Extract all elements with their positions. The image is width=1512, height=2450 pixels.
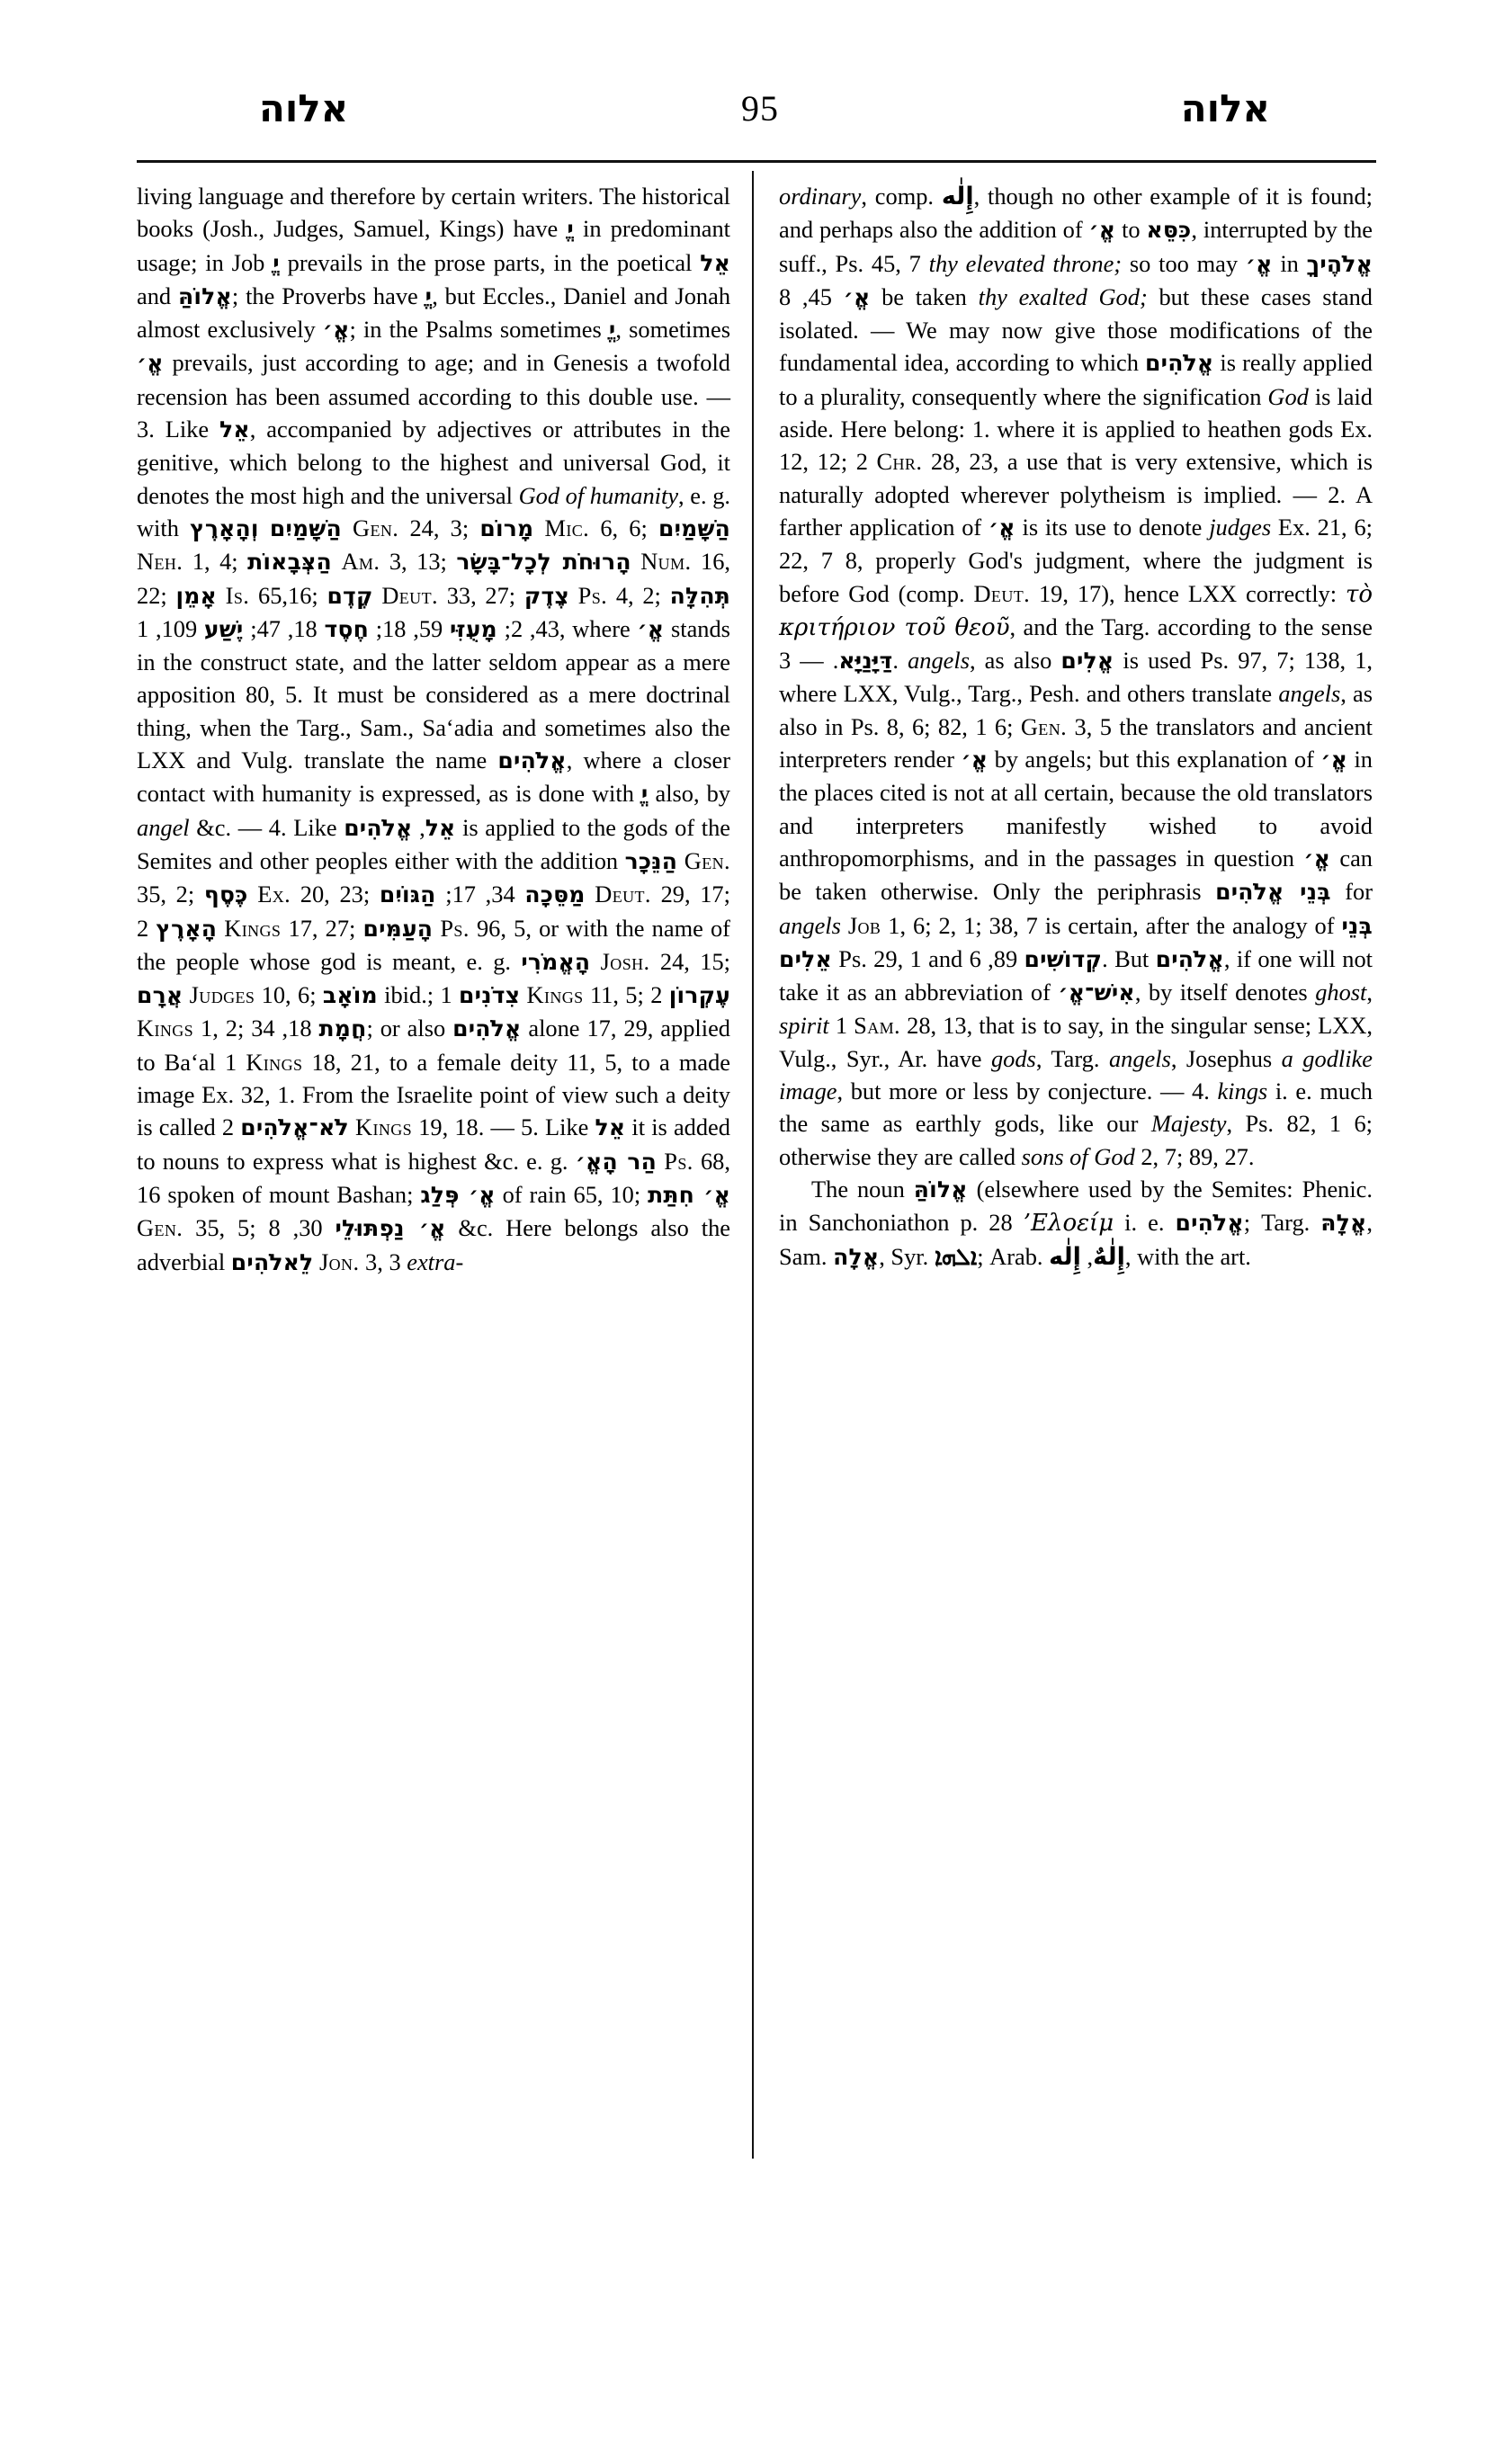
hebrew-term: אָמֵן	[175, 582, 217, 609]
hebrew-term: מוֹאָב	[322, 982, 378, 1009]
body-text: ; Targ.	[1243, 1209, 1321, 1237]
italic-gloss: angels	[908, 647, 970, 675]
bible-book-abbrev: Job	[847, 911, 881, 939]
hebrew-term: אֱלוֹהַּ	[913, 1176, 968, 1203]
hebrew-term: תְּהִלָּה	[669, 582, 730, 609]
italic-gloss: thy elevated throne;	[928, 249, 1123, 277]
hebrew-term: הָעַמִּים	[362, 915, 434, 942]
body-text	[259, 514, 270, 541]
hebrew-term: מַסֵּכָה	[524, 881, 586, 908]
paragraph	[137, 180, 730, 1279]
running-head-left-headword: אלוה	[259, 86, 349, 130]
body-text: , sometimes	[615, 316, 730, 344]
body-text: 1	[440, 981, 527, 1009]
body-text: 35, 5;	[183, 1214, 269, 1242]
body-text: ; Arab.	[977, 1242, 1050, 1270]
hebrew-term: כִּסֵּא	[1146, 217, 1192, 244]
body-text: so too may	[1122, 249, 1246, 277]
body-text: 33, 27;	[437, 581, 524, 609]
bible-book-abbrev: Jon.	[318, 1247, 360, 1275]
body-text: 43, 2;	[497, 614, 559, 642]
body-text: . — 3.	[779, 647, 908, 675]
body-text: , though no other example of it is found; and perhaps also the addition of	[779, 183, 1373, 244]
body-text: , and the Targ. according to the sense	[1009, 612, 1373, 640]
italic-gloss: God	[1267, 382, 1309, 410]
body-text: to	[1115, 216, 1147, 244]
bible-book-abbrev: Kings	[526, 981, 584, 1009]
body-text: in	[1272, 249, 1307, 277]
body-text	[533, 514, 544, 541]
hebrew-term: אֱ׳	[843, 283, 871, 310]
body-text	[313, 1248, 319, 1275]
body-text: 96, 5, or with the name of the people whose god is meant, e. g.	[137, 914, 730, 975]
body-text	[586, 881, 595, 908]
body-text: &c. — 4. Like	[189, 813, 344, 841]
hebrew-term: בְּנֵי אֵלִים	[779, 912, 1373, 972]
bible-book-abbrev: Gen.	[137, 1214, 183, 1242]
hebrew-term: יֱ	[425, 282, 433, 309]
running-head	[135, 86, 1385, 149]
body-text	[332, 548, 342, 575]
body-text: alone 17, 29, applied to Ba‘al 1	[137, 1015, 730, 1076]
body-text: 18, 21, to a female deity 11, 5, to a made image Ex. 32, 1. From the Israelite point of view such a deity is called	[137, 1048, 730, 1141]
hebrew-term: הַר הָאֱ׳	[575, 1148, 657, 1175]
hebrew-term: אֱלוֹהַּ	[178, 282, 232, 309]
bible-book-abbrev: Kings	[246, 1048, 303, 1076]
bible-book-abbrev: Kings	[137, 1015, 194, 1042]
body-text: , by itself denotes	[1134, 979, 1316, 1006]
italic-gloss: sons of God	[1021, 1142, 1135, 1170]
hebrew-term: אֱ׳	[1088, 217, 1116, 244]
body-text: ibid.;	[377, 981, 441, 1009]
hebrew-term: אֱלֹהִים	[452, 1015, 522, 1042]
bible-book-abbrev: Kings	[355, 1113, 413, 1141]
hebrew-term: חֲמָת	[318, 1015, 367, 1042]
body-text: 1, 6; 2, 1; 38, 7 is certain, after the analogy of	[881, 911, 1342, 939]
body-text: 17, 27;	[281, 914, 363, 942]
body-text: ,	[1366, 979, 1373, 1006]
body-text: by angels; but this explanation of	[988, 746, 1321, 773]
greek-term: ’Ελοείμ	[1023, 1210, 1114, 1238]
body-text: i. e.	[1114, 1209, 1176, 1237]
hebrew-term: אִישׁ־אֱ׳	[1058, 979, 1135, 1006]
body-text: Ex. 21, 6; 22, 7 8, properly God's judgment, where the judgment is before God (comp.	[779, 513, 1373, 607]
hebrew-term: אֵל	[595, 1114, 626, 1141]
hebrew-term: אֱ׳	[322, 317, 350, 344]
hebrew-term: לֵאלֹהִים	[230, 1248, 314, 1275]
body-text: 16, 22;	[137, 548, 730, 609]
body-text: 24, 3;	[398, 514, 480, 541]
hebrew-term: אֱלֹהִים	[1155, 945, 1224, 972]
body-text: 28, 23, a use that is very extensive, which is naturally adopted wherever polytheism is implied. — 2. A farther application of	[779, 448, 1373, 541]
body-text: 19, 18. — 5. Like	[412, 1113, 595, 1141]
body-text: i. e. much the same as earthly gods, like our	[779, 1077, 1373, 1138]
body-text: of rain 65, 10;	[495, 1180, 649, 1208]
body-text: is applied to the gods of the Semites and other peoples either with the addition	[137, 813, 730, 874]
body-text: 18, 34; or also	[251, 1015, 453, 1042]
body-text: ; in the Psalms sometimes	[349, 316, 609, 344]
body-text: 3, 5 the translators and ancient interpreters render	[779, 712, 1373, 773]
hebrew-term: אֱ׳	[1245, 250, 1273, 277]
hebrew-term: לֹא־אֱלֹהִים	[240, 1114, 349, 1141]
syriac-term: ܐܠܗܐ	[934, 1243, 978, 1271]
bible-book-abbrev: Ps.	[440, 914, 470, 942]
body-text	[657, 1148, 664, 1175]
hebrew-term: הָרוּחֹת לְכָל־בָּשָׂר	[456, 549, 631, 576]
body-text	[590, 948, 600, 975]
body-text: 3, 3	[359, 1247, 407, 1275]
italic-gloss: kings	[1217, 1077, 1268, 1105]
hebrew-term: יֱ	[640, 781, 649, 808]
body-text: , Targ.	[1035, 1044, 1109, 1072]
hebrew-term: חֶסֶד	[324, 615, 369, 642]
hebrew-term: צֶדֶק	[523, 582, 569, 609]
body-text: 11, 5;	[583, 981, 651, 1009]
italic-gloss: judges	[1209, 513, 1272, 541]
body-text: prevails in the prose parts, in the poetical	[279, 248, 701, 276]
body-text	[183, 981, 189, 1008]
hebrew-term: אֱ׳ פְּלַג	[420, 1181, 496, 1208]
hebrew-term: יֱ	[608, 317, 616, 344]
hebrew-term: אֱלֹהֶיךָ	[1306, 250, 1373, 277]
hebrew-term: קֶדֶם	[327, 582, 373, 609]
body-text: is really applied to a plurality, consequently where the signification	[779, 349, 1373, 410]
hebrew-term: כֶּסֶף	[203, 881, 248, 908]
body-text: 2	[221, 1113, 355, 1141]
body-text: 89, 6. But	[969, 944, 1156, 972]
hebrew-term: צִדֹנִים	[459, 982, 521, 1009]
hebrew-term: הַצְּבָאוֹת	[247, 549, 332, 576]
paragraph	[779, 1173, 1373, 1274]
greek-term: τὸ κριτήριον τοῦ θεοῦ	[779, 580, 1373, 641]
bible-book-abbrev: Am.	[341, 548, 380, 576]
italic-gloss: angel	[137, 813, 190, 841]
body-text: also, by	[648, 780, 730, 808]
bible-book-abbrev: Ex.	[257, 881, 291, 908]
body-text: in the places cited is not at all certain, because the old translators and interpreters manifestly wished to avoid anthropomorphisms, and in the passages in question	[779, 746, 1373, 872]
body-text: , but Eccles., Daniel and Jonah almost exclusively	[137, 282, 731, 344]
bible-book-abbrev: Deut.	[381, 581, 438, 609]
hebrew-term: אֱלֹהִים	[344, 814, 413, 841]
hebrew-term: אֵל	[700, 249, 730, 276]
hebrew-term: יֱ	[567, 216, 574, 243]
body-text: , interrupted by the suff., Ps. 45, 7	[779, 216, 1373, 277]
hebrew-term: אֱלָהּ	[1320, 1210, 1367, 1237]
bible-book-abbrev: Is.	[225, 581, 250, 609]
paragraph	[779, 180, 1373, 1173]
hebrew-term: אֱ׳	[637, 615, 665, 642]
italic-gloss: angels	[1278, 680, 1341, 708]
bible-book-abbrev: Sam.	[854, 1012, 901, 1040]
running-head-right-headword: אלוה	[1180, 86, 1270, 130]
hebrew-term: עֶקְרוֹן	[668, 982, 730, 1009]
bible-book-abbrev: Gen.	[1020, 712, 1068, 740]
body-text: , but more or less by conjecture. — 4.	[837, 1077, 1218, 1105]
body-text: 18, 47;	[243, 614, 325, 642]
hebrew-term: אֱלֹהִים	[1175, 1210, 1244, 1237]
hebrew-term: אֱ׳	[1303, 845, 1331, 872]
bible-book-abbrev: Gen.	[684, 846, 730, 874]
body-text	[677, 847, 684, 874]
italic-gloss: gods	[990, 1044, 1036, 1072]
italic-gloss: Majesty	[1150, 1110, 1227, 1138]
body-text: 6, 6;	[589, 514, 658, 541]
header-horizontal-rule	[137, 160, 1376, 163]
body-text: 109, 1, where	[137, 614, 638, 642]
body-text: 24, 15;	[649, 947, 730, 975]
body-text: 1, 4;	[183, 548, 248, 576]
body-text: 65,16;	[249, 581, 327, 609]
left-text-column	[137, 180, 730, 1279]
bible-book-abbrev: Ps.	[664, 1147, 693, 1175]
italic-gloss: angels	[1108, 1044, 1171, 1072]
italic-gloss: ordinary	[779, 183, 862, 210]
body-text: 4, 2;	[607, 581, 670, 609]
body-text: is its use to denote	[1015, 513, 1210, 541]
body-text: 34, 17;	[435, 881, 525, 908]
body-text: 68, 16 spoken of mount Bashan;	[137, 1147, 730, 1208]
body-text: 1, 2;	[193, 1015, 252, 1042]
body-text: , Syr.	[879, 1242, 935, 1270]
body-text: 10, 6;	[255, 981, 323, 1009]
body-text: 59, 18;	[368, 614, 450, 642]
hebrew-term: אֱ׳	[989, 514, 1015, 541]
body-text: 19, 17), hence LXX correctly:	[1030, 579, 1346, 607]
hebrew-term: אֱ׳ חִתַּת	[648, 1181, 731, 1208]
body-text: 2, 7; 89, 27.	[1134, 1142, 1255, 1170]
body-text: and	[137, 282, 178, 309]
body-text: , e. g. with	[137, 481, 730, 541]
bible-book-abbrev: Deut.	[973, 579, 1031, 607]
body-text: in predominant usage; in Job	[137, 215, 731, 276]
body-text: ,	[412, 813, 425, 841]
hebrew-term: אֱלָה	[833, 1243, 880, 1270]
hebrew-term: אֱלֹהִים	[1145, 350, 1214, 377]
hebrew-term: אֱ׳	[137, 350, 164, 377]
bible-book-abbrev: Judges	[189, 981, 255, 1009]
body-text	[631, 548, 641, 575]
bible-book-abbrev: Mic.	[544, 514, 590, 541]
hebrew-term: אֱ׳	[1320, 747, 1348, 773]
body-text: 30, 8 &c. Here belongs also the adverbial	[137, 1214, 731, 1275]
body-text: 29, 17;	[650, 881, 730, 908]
body-text: , comp.	[861, 183, 942, 210]
hebrew-term: אֲרָם	[137, 982, 183, 1009]
body-text: The noun	[811, 1175, 914, 1203]
body-text: 45, 8 be taken	[779, 282, 979, 310]
body-text	[248, 881, 258, 908]
hebrew-term: אֵל	[425, 814, 456, 841]
body-text: Ps. 29, 1 and	[831, 944, 970, 972]
bible-book-abbrev: Neh.	[137, 548, 183, 576]
body-text: (elsewhere used by the Semites: Phenic. in Sanchoniathon p. 28	[779, 1175, 1373, 1237]
body-text: , if one will not take it as an abbreviation of	[779, 944, 1373, 1006]
body-text: 1	[828, 1012, 854, 1040]
hebrew-term: מָעֻזִּי	[449, 615, 497, 642]
page-number: 95	[741, 88, 779, 129]
arabic-term: إِلٰه	[941, 183, 974, 210]
body-text: 28, 13, that is to say, in the singular sense; LXX, Vulg., Syr., Ar. have	[779, 1012, 1373, 1072]
arabic-term: إِلٰه	[1049, 1242, 1081, 1271]
body-text: ; the Proverbs have	[231, 282, 425, 309]
body-text: , where a closer contact with humanity is expressed, as is done with	[137, 747, 730, 808]
hebrew-term: קְדוֹשִׁים	[1024, 945, 1103, 972]
body-text	[373, 582, 382, 609]
hebrew-term: יֶשַׁע	[203, 615, 244, 642]
body-text	[342, 514, 353, 541]
hebrew-term: הַשָּׁמַיִם	[269, 514, 342, 541]
italic-gloss: a godlike image	[779, 1044, 1373, 1105]
hebrew-term: בְּנֵי אֱלֹהִים	[1215, 879, 1331, 906]
italic-gloss: ghost	[1315, 979, 1367, 1006]
body-text: , accompanied by adjectives or attributes in the genitive, which belong to the highest and universal God, it denotes the most high and the universal	[137, 416, 730, 509]
body-text: but these cases stand isolated. — We may now give those modifications of the fundamental idea, according to which	[779, 282, 1373, 377]
hebrew-term: דַּיָּנַיָּא	[838, 648, 893, 675]
body-text: 2	[650, 981, 669, 1009]
hebrew-term: הַגּוֹיִם	[379, 881, 436, 908]
hebrew-term: אֱ׳ נַפְתּוּלֵי	[335, 1215, 446, 1242]
bible-book-abbrev: Num.	[640, 548, 692, 576]
body-text: , Sam.	[779, 1209, 1373, 1270]
body-text: , Josephus	[1170, 1044, 1282, 1072]
body-text: for	[1330, 878, 1373, 906]
italic-gloss: extra-	[407, 1247, 464, 1275]
hebrew-term: אֱלִים	[1060, 648, 1114, 675]
body-text: is laid aside. Here belong: 1. where it is applied to heathen gods Ex. 12, 12; 2	[779, 382, 1373, 476]
arabic-term: إِلٰهٌ	[1093, 1242, 1125, 1271]
body-text: , Ps. 82, 1 6; otherwise they are called	[779, 1110, 1373, 1170]
italic-gloss: angels	[779, 911, 841, 939]
body-text	[841, 912, 848, 939]
hebrew-term: מָרוֹם	[479, 514, 534, 541]
bible-book-abbrev: Josh.	[600, 947, 650, 975]
bible-book-abbrev: Chr.	[876, 448, 923, 476]
body-text: it is added to nouns to express what is highest &c. e. g.	[137, 1113, 730, 1175]
body-text	[217, 582, 226, 609]
bible-book-abbrev: Deut.	[595, 881, 651, 908]
hebrew-term: הָאֱמֹרִי	[521, 948, 591, 975]
hebrew-term: הָאָרֶץ	[156, 915, 218, 942]
hebrew-term: וְהָאָרֶץ	[190, 514, 259, 541]
bible-book-abbrev: Ps.	[577, 581, 608, 609]
italic-gloss: spirit	[779, 1012, 829, 1040]
bible-book-abbrev: Gen.	[353, 514, 399, 541]
bible-book-abbrev: Kings	[224, 914, 282, 942]
hebrew-term: הַנֵּכָר	[624, 847, 678, 874]
body-text: , with the art.	[1124, 1242, 1251, 1270]
hebrew-term: יֱ	[273, 249, 280, 276]
italic-gloss: thy exalted God;	[978, 282, 1148, 310]
hebrew-term: אֱלֹהִים	[497, 747, 567, 774]
body-text: ,	[1080, 1242, 1094, 1270]
hebrew-term: אֵל	[219, 416, 250, 443]
body-text: prevails, just according to age; and in Genesis a twofold recension has been assumed according to this double use. — 3. Like	[137, 349, 730, 443]
body-text: , as also in Ps. 8, 6; 82, 1 6;	[779, 680, 1373, 740]
right-text-column	[779, 180, 1373, 1274]
column-divider-rule	[752, 171, 754, 2159]
hebrew-term: אֱ׳	[961, 747, 989, 773]
body-text: , as also	[969, 647, 1061, 675]
body-text	[569, 582, 578, 609]
body-text: is used Ps. 97, 7; 138, 1, where LXX, Vulg., Targ., Pesh. and others translate	[779, 647, 1373, 708]
body-text: can be taken otherwise. Only the periphrasis	[779, 844, 1373, 906]
body-text: 3, 13;	[380, 548, 457, 576]
body-text: stands in the construct state, and the latter seldom appear as a mere apposition 80, 5. It must be considered as a mere doctrinal thing, when the Targ., Sam., Sa‘adia and sometimes also the LXX and Vulg. translate the name	[137, 614, 730, 774]
body-text: 2	[137, 914, 225, 942]
body-text: 20, 23;	[291, 881, 380, 908]
hebrew-term: הַשָּׁמַיִם	[658, 514, 730, 541]
body-text: 35, 2;	[137, 881, 204, 908]
body-text: living language and therefore by certain writers. The historical books (Josh., Judges, Samuel, Kings) have	[137, 183, 730, 243]
italic-gloss: God of humanity	[518, 481, 679, 509]
